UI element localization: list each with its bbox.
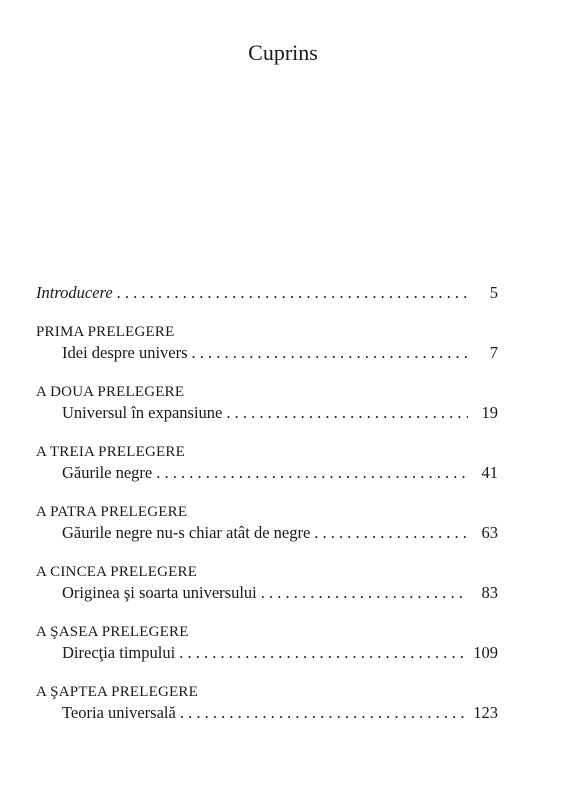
dot-leader [192,342,468,364]
toc-page-number: 7 [489,343,498,362]
page-title: Cuprins [248,40,318,65]
toc-page-number: 123 [473,703,498,722]
toc-entry-introduction [36,282,498,304]
toc-page-number: 109 [473,643,498,662]
table-of-contents [36,282,498,742]
toc-entry-title: Introducere [36,283,113,302]
toc-section-7 [36,682,498,724]
dot-leader [314,522,468,544]
toc-entry-title: Teoria universală [62,703,176,722]
lecture-label: A CINCEA PRELEGERE [36,564,198,580]
toc-entry [36,462,498,484]
toc-page-number: 63 [481,523,498,542]
lecture-label: A PATRA PRELEGERE [36,504,188,520]
lecture-label: A TREIA PRELEGERE [36,444,185,460]
toc-entry-title: Direcţia timpului [62,643,176,662]
toc-page-number: 19 [481,403,498,422]
dot-leader [180,702,468,724]
toc-section-5 [36,562,498,604]
toc-section-2 [36,382,498,424]
lecture-label: PRIMA PRELEGERE [36,324,175,340]
dot-leader [179,642,468,664]
toc-entry-title: Universul în expansiune [62,403,223,422]
toc-entry [36,402,498,424]
toc-entry-title: Idei despre univers [62,343,188,362]
dot-leader [117,282,468,304]
toc-entry [36,342,498,364]
dot-leader [261,582,468,604]
toc-section-6 [36,622,498,664]
toc-entry-title: Găurile negre nu-s chiar atât de negre [62,523,311,542]
toc-page-number: 83 [481,583,498,602]
toc-entry [36,702,498,724]
lecture-label: A DOUA PRELEGERE [36,384,185,400]
dot-leader [226,402,468,424]
toc-entry-title: Originea şi soarta universului [62,583,257,602]
dot-leader [156,462,468,484]
toc-entry [36,642,498,664]
toc-page-number: 5 [489,283,498,302]
toc-page-number: 41 [481,463,498,482]
toc-entry [36,582,498,604]
lecture-label: A ŞASEA PRELEGERE [36,624,189,640]
toc-section-4 [36,502,498,544]
lecture-label: A ŞAPTEA PRELEGERE [36,684,198,700]
toc-section-1 [36,322,498,364]
toc-entry [36,522,498,544]
toc-entry-title: Găurile negre [62,463,153,482]
toc-section-3 [36,442,498,484]
